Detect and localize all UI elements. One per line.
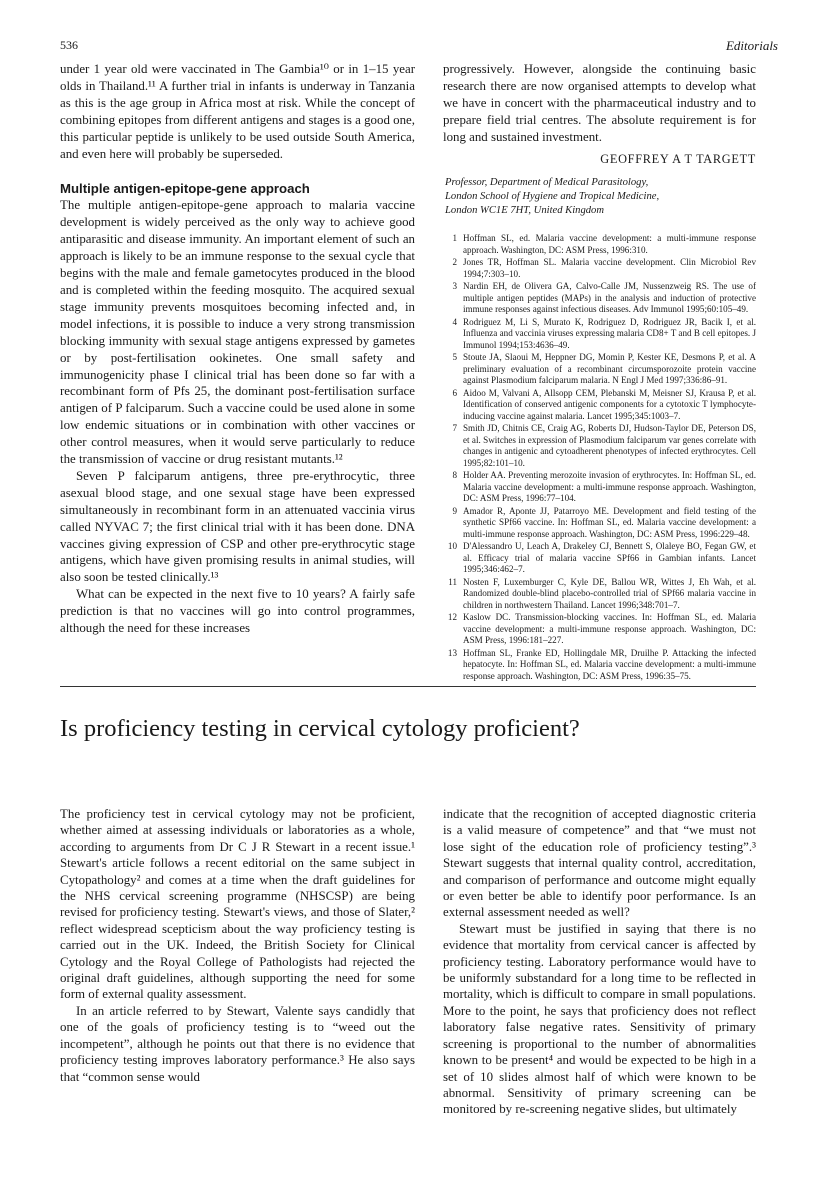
author-affiliation (443, 176, 756, 217)
reference-item (443, 612, 756, 647)
new-article-right-column (443, 806, 756, 1118)
reference-text: Aidoo M, Valvani A, Allsopp CEM, Plebanski M, Meisner SJ, Krausa P, et al. Identification of conserved antigenic components for a cytotoxic T lymphocyte-inducing vaccine against malaria. Lancet 1995;345:1003–7. (463, 387, 756, 421)
reference-item (443, 470, 756, 505)
reference-text: Nardin EH, de Olivera GA, Calvo-Calle JM, Nussenzweig RS. The use of multiple antigen peptides (MAPs) in the analysis and induction of protective immune responses against infectious diseases. Adv Immunol 1995;60:105–49. (463, 281, 756, 315)
reference-text: Hoffman SL, ed. Malaria vaccine development: a multi-immune response approach. Washington, DC: ASM Press, 1996:310. (463, 233, 756, 255)
page-number: 536 (60, 38, 78, 52)
reference-number: 10 (447, 541, 457, 552)
reference-item (443, 281, 756, 316)
continued-paragraph: under 1 year old were vaccinated in The Gambia¹⁰ or in 1–15 year olds in Thailand.¹¹ A further trial in infants is underway in Tanzania as this is the age group in Africa most at risk. While the concept of combining epitopes from different antigens and stages is a good one, this particular peptide is unlikely to be used outside South America, and even here will probably be superseded. (60, 62, 415, 161)
reference-number: 1 (452, 233, 457, 244)
reference-item (443, 648, 756, 683)
reference-number: 3 (452, 281, 457, 292)
reference-list (443, 233, 756, 682)
author-signature: GEOFFREY A T TARGETT (600, 151, 756, 166)
paragraph: The proficiency test in cervical cytology may not be proficient, whether aimed at assessing individuals or laboratories as a whole, according to arguments from Dr C J R Stewart in a recent issue.¹ Stewart's article follows a recent editorial on the same subject in Cytopathology² and comes at a time when the draft guidelines for the NHS cervical screening programme (NHSCSP) are being revised for proficiency testing. Stewart's views, and those of Slater,² reflect widespread scepticism about the way proficiency testing is carried out in the UK. Indeed, the British Society for Clinical Cytology and the Royal College of Pathologists had rejected the original draft guidelines, although supporting the need for some form of external quality assessment. (60, 807, 415, 1002)
reference-item (443, 423, 756, 469)
reference-text: Holder AA. Preventing merozoite invasion of erythrocytes. In: Hoffman SL, ed. Malaria vaccine development: a multi-immune response approach. Washington, DC: ASM Press, 1996:77–104. (463, 470, 756, 504)
article-title: Is proficiency testing in cervical cytology proficient? (60, 715, 580, 742)
paragraph: What can be expected in the next five to 10 years? A fairly safe prediction is that no vaccines will go into control programmes, although the need for these increases (60, 587, 415, 636)
subheading-multiple-antigen: Multiple antigen-epitope-gene approach (60, 181, 310, 197)
reference-text: Nosten F, Luxemburger C, Kyle DE, Ballou WR, Wittes J, Eh Wah, et al. Randomized double-blind placebo-controlled trial of SPf66 malaria vaccine in children in northwestern Thailand. Lancet 1996;348:701–7. (463, 576, 756, 610)
reference-item (443, 233, 756, 256)
reference-number: 11 (448, 576, 457, 587)
reference-text: Kaslow DC. Transmission-blocking vaccines. In: Hoffman SL, ed. Malaria vaccine development: a multi-immune response approach. Washington, DC: ASM Press, 1996:181–227. (463, 612, 756, 646)
continued-paragraph: progressively. However, alongside the continuing basic research there are now organised attempts to develop what we have in concert with the pharmaceutical industry and to prepare field trial centres. The absolute requirement is for long and sustained investment. (443, 62, 756, 144)
reference-text: Hoffman SL, Franke ED, Hollingdale MR, Druilhe P. Attacking the infected hepatocyte. In: Hoffman SL, ed. Malaria vaccine development: a multi-immune response approach. Washington, DC: ASM Press, 1996:35–75. (463, 647, 756, 681)
reference-item (443, 352, 756, 387)
affiliation-line: London School of Hygiene and Tropical Medicine, (445, 191, 660, 203)
reference-number: 6 (452, 387, 457, 398)
affiliation-line: Professor, Department of Medical Parasitology, (445, 177, 649, 189)
reference-item (443, 541, 756, 576)
reference-text: Rodriguez M, Li S, Murato K, Rodriguez D, Rodriguez JR, Bacik I, et al. Influenza and vaccinia viruses expressing malaria CD8+ T and B cell epitopes. J Immunol 1994;153:4636–49. (463, 316, 756, 350)
reference-number: 13 (447, 647, 457, 658)
reference-item (443, 577, 756, 612)
reference-text: Jones TR, Hoffman SL. Malaria vaccine development. Clin Microbiol Rev 1994;7:303–10. (463, 257, 756, 279)
reference-text: Smith JD, Chitnis CE, Craig AG, Roberts DJ, Hudson-Taylor DE, Peterson DS, et al. Switches in expression of Plasmodium falciparum var genes correlate with changes in antigenic and cytoadherent phenotypes of infected erythrocytes. Cell 1995;82:101–10. (463, 423, 756, 468)
new-article-left-column (60, 806, 415, 1085)
reference-number: 2 (452, 257, 457, 268)
reference-number: 4 (452, 316, 457, 327)
reference-item (443, 388, 756, 423)
reference-number: 9 (452, 505, 457, 516)
section-label: Editorials (725, 38, 778, 53)
paragraph: indicate that the recognition of accepted diagnostic criteria is a valid measure of competence” and that “we must not lose sight of the education role of proficiency testing”.³ Stewart suggests that internal quality control, accreditation, and comparison of performance and outcome might equally or even better be able to identify poor performance. Is an external assessment needed as well? (443, 807, 756, 920)
prev-article-left-column (60, 61, 415, 637)
reference-text: D'Alessandro U, Leach A, Drakeley CJ, Bennett S, Olaleye BO, Fegan GW, et al. Efficacy trial of malaria vaccine SPf66 in Gambian infants. Lancet 1995;346:462–7. (463, 541, 756, 575)
section-divider (60, 686, 756, 687)
paragraph: In an article referred to by Stewart, Valente says candidly that one of the goals of proficiency testing is to “weed out the incompetent”, although he points out that there is no evidence that proficiency testing improves laboratory performance.³ He also says that “common sense would (60, 1003, 415, 1084)
paragraph: Stewart must be justified in saying that there is no evidence that mortality from cervical cancer is affected by proficiency testing. Laboratory performance would have to be uniformly substandard for a long time to be reflected in mortality, which is difficult to compare in small populations. More to the point, he says that proficiency does not reflect laboratory false negative rates. Sensitivity of primary screening is proportional to the number of abnormalities known to be present⁴ and would be expected to be high in a set of 10 slides almost half of which were known to be abnormal. Sensitivity of primary screening can be monitored by re-screening negative slides, but ultimately (443, 921, 756, 1117)
reference-number: 12 (447, 612, 457, 623)
reference-text: Stoute JA, Slaoui M, Heppner DG, Momin P, Kester KE, Desmons P, et al. A preliminary evaluation of a recombinant circumsporozoite protein vaccine against Plasmodium falciparum malaria. N Engl J Med 1997;336:86–91. (463, 352, 756, 386)
reference-text: Amador R, Aponte JJ, Patarroyo ME. Development and field testing of the synthetic SPf66 vaccine. In: Hoffman SL, ed. Malaria vaccine development: a multi-immune response approach. Washington, DC: ASM Press, 1996:229–48. (463, 505, 756, 539)
paragraph: Seven P falciparum antigens, three pre-erythrocytic, three asexual blood stage, and one sexual stage have been expressed simultaneously in recombinant form in an attenuated vaccinia virus called NYVAC 7; the first clinical trial with it has been done. DNA vaccines giving expression of CSP and other pre-erythrocytic stage antigens, which have given promising results in animal studies, will also soon be tested clinically.¹³ (60, 468, 415, 585)
affiliation-line: London WC1E 7HT, United Kingdom (445, 204, 605, 216)
reference-number: 7 (452, 423, 457, 434)
reference-item (443, 506, 756, 541)
reference-number: 5 (452, 352, 457, 363)
reference-item (443, 317, 756, 352)
reference-item (443, 257, 756, 280)
reference-number: 8 (452, 470, 457, 481)
prev-article-right-column (443, 61, 756, 683)
paragraph: The multiple antigen-epitope-gene approach to malaria vaccine development is widely perceived as the only way to achieve good antiparasitic and disease immunity. An important element of such an approach is likely to be an immune response to the sexual cycle that begins with the male and female gametocytes produced in the blood and is completed within the feeding mosquito. The acquired sexual stage immunity prevents mosquitoes becoming infected and, in model infections, it is possible to induce a very strong transmission blocking immunity with sexual stage antigens expressed by gametes or by post-fertilisation ookinetes. One small safety and immunogenicity phase I clinical trial has been done so far with a recombinant form of Pfs 25, the dominant post-fertilisation surface antigen of P falciparum. Such a vaccine could be used alone in some low endemic situations or in combination with other vaccines or other control measures, when it would serve particularly to reduce the transmission of vaccine or drug resistant mutants.¹² (60, 198, 415, 467)
